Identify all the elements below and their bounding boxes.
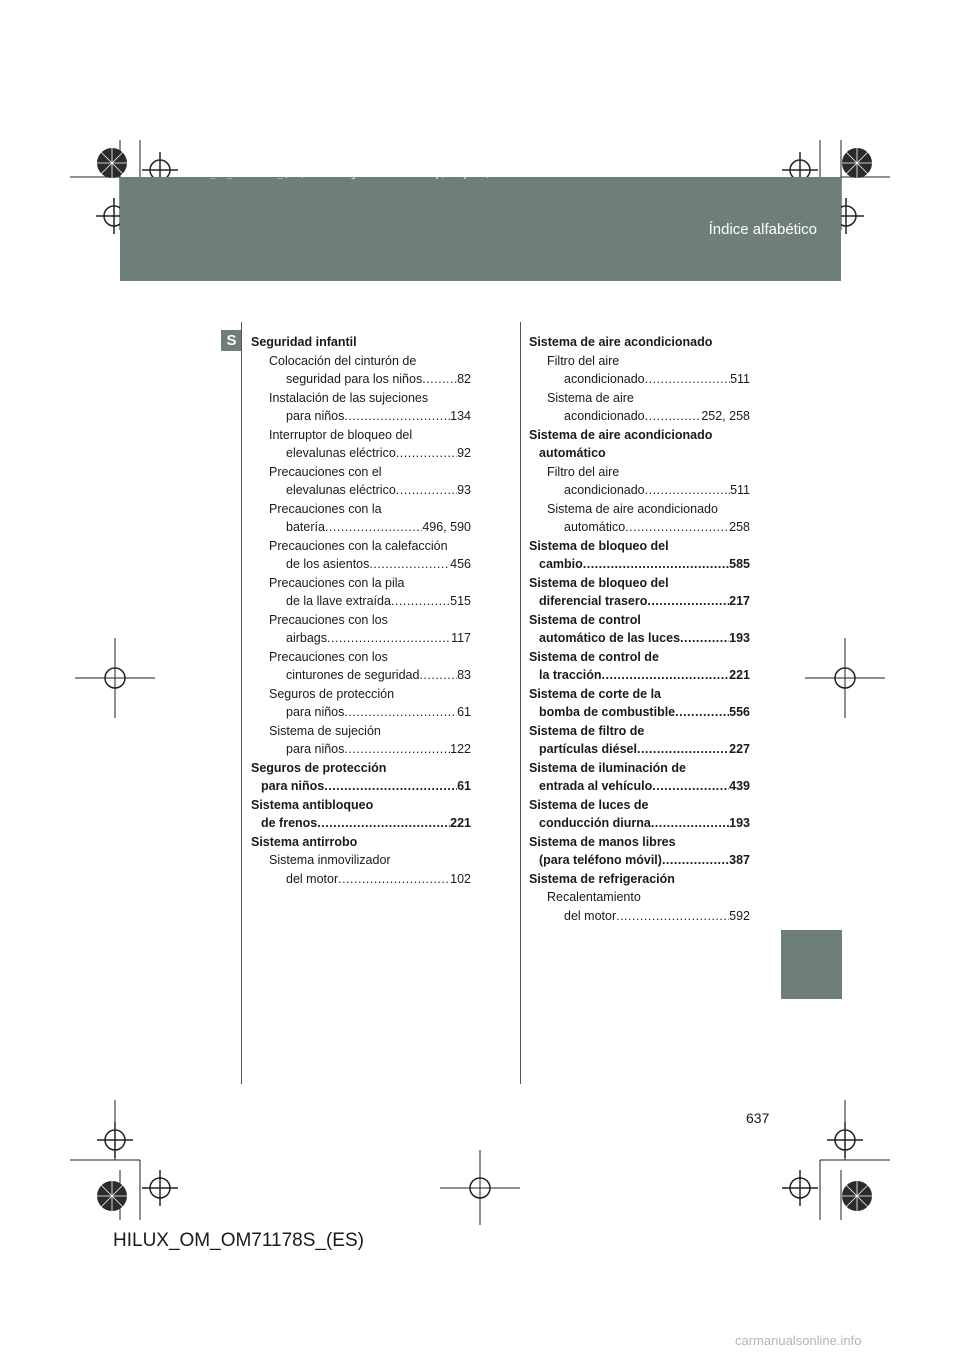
leader-dots: [396, 481, 457, 500]
index-entry-label: Sistema de aire acondicionado: [547, 501, 718, 516]
index-entry: [251, 333, 471, 352]
leader-dots: [662, 851, 729, 870]
index-entry-page[interactable]: 511: [730, 483, 750, 497]
index-entry-page[interactable]: 456: [450, 557, 471, 571]
index-entry-label: para niños: [286, 409, 345, 423]
leader-dots: [647, 592, 729, 611]
index-entry-label: Precauciones con la: [269, 501, 382, 516]
index-column-right: [529, 333, 750, 925]
index-entry: [529, 444, 750, 463]
index-entry-page[interactable]: 93: [457, 483, 471, 497]
index-entry: [251, 352, 471, 371]
page-number: 637: [746, 1110, 770, 1126]
index-entry: [529, 592, 750, 611]
index-entry: [251, 759, 471, 778]
index-entry: [529, 611, 750, 630]
index-entry: [529, 777, 750, 796]
leader-dots: [645, 370, 730, 389]
index-entry: [529, 833, 750, 852]
index-entry-label: Filtro del aire: [547, 353, 620, 368]
index-entry-label: de frenos: [261, 816, 318, 830]
leader-dots: [396, 444, 457, 463]
index-entry: [251, 777, 471, 796]
index-entry-label: para niños: [261, 779, 325, 793]
index-entry-label: Sistema de bloqueo del: [529, 575, 669, 590]
index-entry-page[interactable]: 515: [450, 594, 471, 608]
index-entry: [529, 574, 750, 593]
column-divider-left: [241, 322, 242, 1084]
index-entry: [529, 389, 750, 408]
index-entry: [251, 629, 471, 648]
index-entry-label: automático: [539, 446, 606, 460]
index-entry: [251, 851, 471, 870]
index-entry-label: Seguridad infantil: [251, 335, 357, 349]
index-entry: [529, 407, 750, 426]
index-entry-label: automático de las luces: [539, 631, 681, 645]
index-entry: [529, 648, 750, 667]
index-entry: [251, 370, 471, 389]
index-entry-page[interactable]: 585: [729, 557, 750, 571]
footer-document-code: HILUX_OM_OM71178S_(ES): [113, 1230, 364, 1251]
index-entry: [251, 796, 471, 815]
index-entry-label: entrada al vehículo: [539, 779, 653, 793]
index-entry: [251, 518, 471, 537]
index-entry-label: automático: [564, 520, 626, 534]
leader-dots: [616, 907, 729, 926]
index-entry: [251, 500, 471, 519]
index-entry: [529, 537, 750, 556]
index-entry-label: Precauciones con la calefacción: [269, 538, 448, 553]
index-entry: [251, 611, 471, 630]
index-entry-page[interactable]: 252, 258: [701, 409, 750, 423]
index-entry-label: cinturones de seguridad: [286, 668, 420, 682]
index-entry-page[interactable]: 117: [451, 631, 471, 645]
index-entry-page[interactable]: 122: [450, 742, 471, 756]
index-entry: [529, 796, 750, 815]
leader-dots: [625, 518, 729, 537]
index-entry-page[interactable]: 193: [729, 816, 750, 830]
leader-dots: [325, 518, 422, 537]
index-entry: [251, 592, 471, 611]
index-entry-label: Sistema de aire: [547, 390, 634, 405]
index-entry: [251, 481, 471, 500]
index-entry-label: Sistema de corte de la: [529, 686, 662, 701]
index-entry-page[interactable]: 592: [729, 908, 750, 923]
index-entry: [529, 740, 750, 759]
index-entry: [251, 722, 471, 741]
index-entry-label: acondicionado: [564, 372, 645, 386]
index-entry-page[interactable]: 227: [729, 742, 750, 756]
index-entry-page[interactable]: 217: [729, 594, 750, 608]
index-entry-page[interactable]: 221: [450, 816, 471, 830]
column-divider-middle: [520, 322, 521, 1084]
index-entry: [529, 722, 750, 741]
index-entry-label: Sistema de control de: [529, 649, 659, 664]
leader-dots: [324, 777, 457, 796]
index-entry: [529, 555, 750, 574]
index-entry-page[interactable]: 82: [457, 372, 471, 386]
index-entry-label: Sistema de sujeción: [269, 723, 381, 738]
index-entry-label: seguridad para los niños: [286, 372, 423, 386]
index-entry-label: Sistema de aire acondicionado: [529, 335, 713, 349]
index-entry-label: Sistema de bloqueo del: [529, 538, 669, 553]
index-entry-page[interactable]: 511: [730, 372, 750, 386]
index-entry: [529, 851, 750, 870]
index-entry-page[interactable]: 221: [729, 668, 750, 682]
index-entry: [251, 407, 471, 426]
index-entry-label: Colocación del cinturón de: [269, 353, 417, 368]
index-entry: [529, 481, 750, 500]
index-entry-label: Seguros de protección: [251, 760, 387, 775]
index-entry-page[interactable]: 92: [457, 446, 471, 460]
index-entry: [529, 759, 750, 778]
leader-dots: [419, 666, 457, 685]
index-entry-label: Precauciones con la pila: [269, 575, 405, 590]
index-entry-label: conducción diurna: [539, 816, 651, 830]
index-entry-page[interactable]: 387: [729, 853, 750, 867]
index-entry: [529, 629, 750, 648]
index-entry-label: elevalunas eléctrico: [286, 446, 396, 460]
leader-dots: [327, 629, 451, 648]
index-entry-label: Sistema inmovilizador: [269, 853, 391, 867]
leader-dots: [583, 555, 729, 574]
index-column-left: [251, 333, 471, 888]
leader-dots: [637, 740, 729, 759]
index-entry-label: de la llave extraída: [286, 594, 391, 608]
index-entry-label: Sistema de filtro de: [529, 723, 645, 738]
index-entry: [529, 333, 750, 352]
index-entry-label: Sistema de aire acondicionado: [529, 427, 713, 442]
header-band: [120, 177, 841, 281]
index-entry-label: Sistema de control: [529, 612, 641, 627]
index-entry: [529, 703, 750, 722]
index-entry: [529, 666, 750, 685]
header-title: Índice alfabético: [708, 221, 817, 238]
leader-dots: [391, 592, 450, 611]
index-entry-page[interactable]: 102: [450, 871, 471, 886]
index-entry-label: Sistema de iluminación de: [529, 760, 686, 775]
index-entry-label: cambio: [539, 557, 583, 571]
index-entry-label: del motor: [564, 908, 617, 923]
index-entry: [251, 426, 471, 445]
index-entry: [251, 833, 471, 852]
index-entry: [529, 685, 750, 704]
leader-dots: [422, 370, 457, 389]
index-entry: [251, 537, 471, 556]
index-entry-page[interactable]: 439: [729, 779, 750, 793]
index-entry: [529, 426, 750, 445]
index-entry-label: Sistema antirrobo: [251, 834, 358, 849]
index-entry-label: batería: [286, 520, 325, 534]
index-entry: [529, 500, 750, 519]
index-entry-page[interactable]: 61: [457, 779, 471, 793]
index-entry-label: Seguros de protección: [269, 686, 395, 701]
index-entry: [251, 555, 471, 574]
index-entry-label: airbags: [286, 631, 327, 645]
leader-dots: [675, 703, 729, 722]
index-entry: [529, 518, 750, 537]
index-entry: [251, 463, 471, 482]
index-entry-page[interactable]: 61: [457, 705, 471, 719]
index-entry-label: diferencial trasero: [539, 594, 648, 608]
index-entry: [251, 666, 471, 685]
leader-dots: [645, 407, 702, 426]
index-entry: [529, 907, 750, 926]
index-entry: [529, 888, 750, 907]
index-entry-label: acondicionado: [564, 483, 645, 497]
index-entry: [251, 814, 471, 833]
index-entry-label: para niños: [286, 742, 345, 756]
index-entry-label: Precauciones con el: [269, 464, 382, 479]
index-entry-label: (para teléfono móvil): [539, 853, 662, 867]
index-entry-label: Precauciones con los: [269, 612, 388, 627]
index-entry-label: bomba de combustible: [539, 705, 676, 719]
index-entry-page[interactable]: 556: [729, 705, 750, 719]
index-entry: [529, 870, 750, 889]
index-entry: [251, 574, 471, 593]
leader-dots: [344, 703, 457, 722]
index-entry: [529, 370, 750, 389]
leader-dots: [344, 407, 450, 426]
index-entry-label: Recalentamiento: [547, 890, 641, 904]
index-entry: [529, 814, 750, 833]
index-entry: [251, 870, 471, 889]
index-entry-label: Sistema de refrigeración: [529, 871, 675, 886]
index-entry-label: de los asientos: [286, 557, 370, 571]
index-entry-label: Sistema de luces de: [529, 797, 649, 812]
chapter-side-tab: [781, 930, 842, 999]
leader-dots: [369, 555, 450, 574]
index-entry-page[interactable]: 258: [729, 520, 750, 534]
index-entry-label: Sistema antibloqueo: [251, 797, 374, 812]
print-info-line: HILUX_OM_OM71178S_(ES).book Page 637 Wednesday, May 16, 2012 3:09 PM: [182, 170, 565, 180]
index-entry-label: partículas diésel: [539, 742, 637, 756]
index-entry: [251, 389, 471, 408]
index-entry-page[interactable]: 496, 590: [422, 520, 471, 534]
watermark: carmanualsonline.info: [735, 1333, 862, 1348]
index-entry: [251, 740, 471, 759]
index-entry-label: Precauciones con los: [269, 649, 388, 664]
index-entry: [529, 352, 750, 371]
index-entry-label: elevalunas eléctrico: [286, 483, 396, 497]
leader-dots: [680, 629, 729, 648]
index-entry-label: del motor: [286, 871, 339, 886]
index-entry-label: Filtro del aire: [547, 464, 620, 479]
index-entry-page[interactable]: 193: [729, 631, 750, 645]
index-entry: [529, 463, 750, 482]
index-entry-label: para niños: [286, 705, 345, 719]
leader-dots: [338, 870, 450, 889]
leader-dots: [652, 777, 729, 796]
index-entry-label: Sistema de manos libres: [529, 834, 676, 849]
index-entry: [251, 648, 471, 667]
index-entry-label: acondicionado: [564, 409, 645, 423]
index-entry-page[interactable]: 134: [450, 409, 471, 423]
section-letter: S: [221, 330, 242, 351]
index-entry: [251, 703, 471, 722]
leader-dots: [645, 481, 730, 500]
index-entry-page[interactable]: 83: [457, 668, 471, 682]
index-entry: [251, 685, 471, 704]
index-entry-label: Interruptor de bloqueo del: [269, 427, 413, 442]
leader-dots: [651, 814, 729, 833]
leader-dots: [344, 740, 450, 759]
leader-dots: [602, 666, 730, 685]
index-entry-label: la tracción: [539, 668, 602, 682]
leader-dots: [317, 814, 450, 833]
index-entry: [251, 444, 471, 463]
index-entry-label: Instalación de las sujeciones: [269, 390, 429, 405]
